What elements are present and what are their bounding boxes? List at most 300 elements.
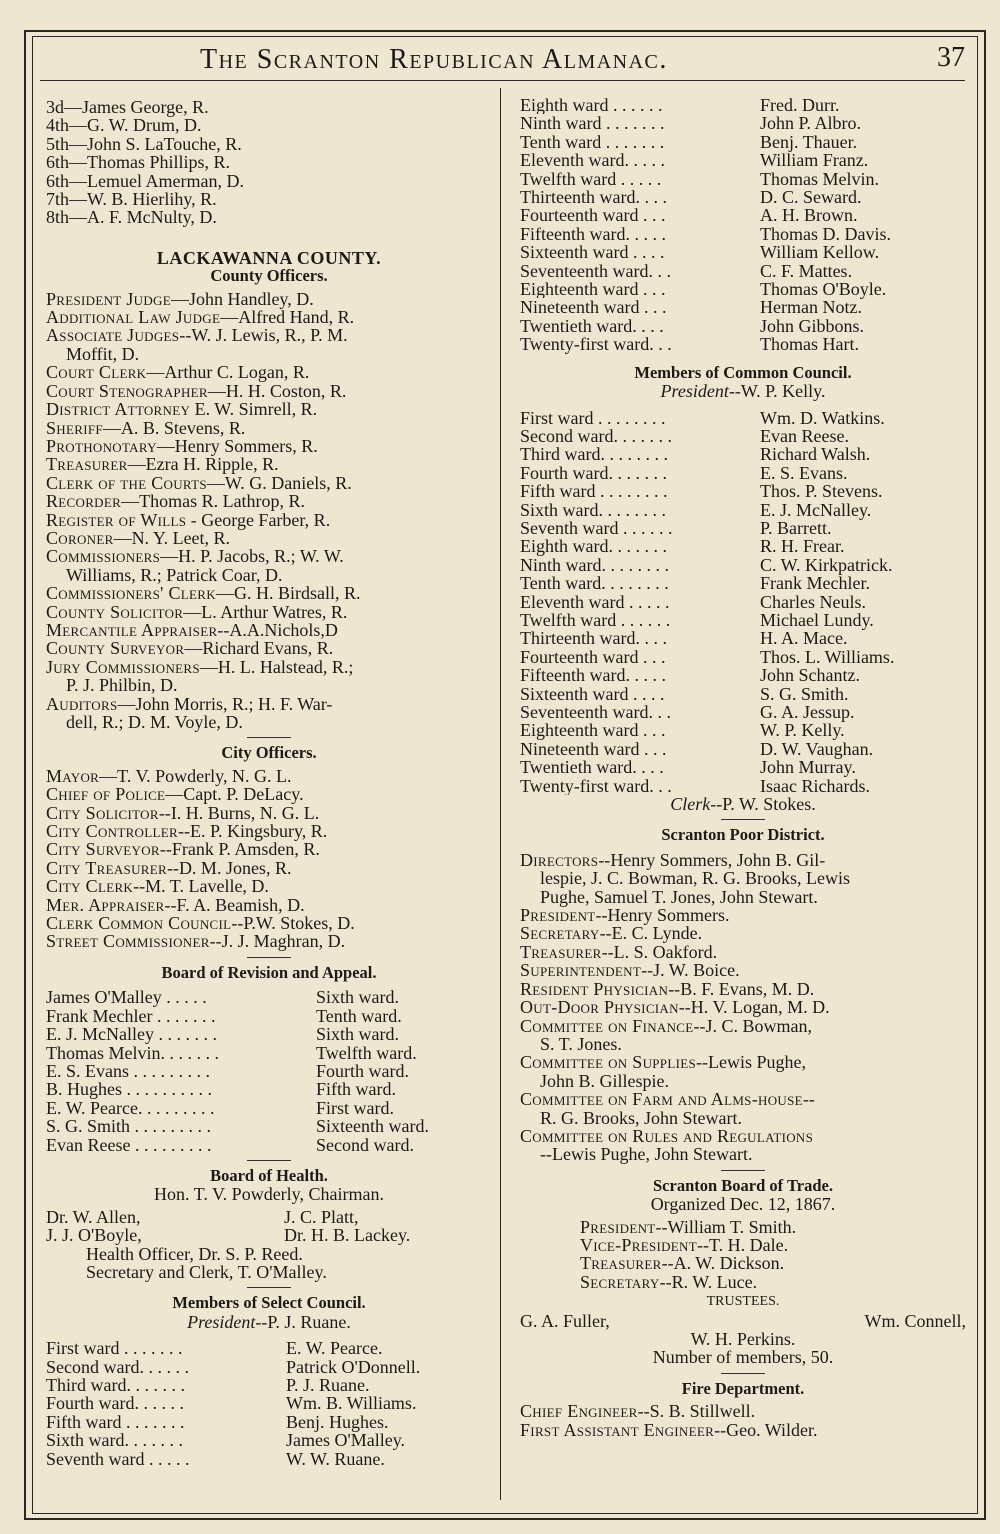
separator: -- — [655, 1216, 668, 1237]
officer-name: B. F. Evans, M. D. — [680, 978, 815, 999]
officer-entry — [46, 290, 492, 308]
office-title: Commissioners — [46, 546, 161, 567]
row-label: Fifth ward . . . . . . . — [46, 1412, 185, 1432]
row-label: Thomas Melvin. . . . . . . — [46, 1043, 219, 1062]
officer-entry — [46, 932, 492, 950]
row-label: First ward . . . . . . . . — [520, 408, 666, 427]
office-title: Treasurer — [520, 941, 602, 962]
separator: -- — [641, 960, 654, 981]
officer-name: J. W. Boice. — [653, 960, 740, 981]
office-title: Treasurer — [46, 454, 128, 475]
separator: — — [146, 362, 165, 383]
office-title: Chief Engineer — [520, 1401, 638, 1422]
officer-entry-cont: John B. Gillespie. — [540, 1070, 669, 1091]
table-row — [520, 629, 966, 647]
separator: — — [207, 380, 226, 401]
row-label: Third ward. . . . . . . — [46, 1376, 185, 1395]
revision-list — [46, 988, 492, 1154]
table-row — [520, 243, 966, 261]
row-value: Thomas Melvin. — [760, 168, 879, 189]
office-title: Secretary — [580, 1271, 660, 1292]
officer-name: E. C. Lynde. — [611, 923, 703, 944]
row-label: Fifth ward . . . . . . . . — [520, 482, 668, 501]
separator: — — [215, 583, 234, 604]
revision-heading: Board of Revision and Appeal. — [161, 962, 377, 982]
separator: — — [113, 527, 132, 548]
row-value: Tenth ward. — [316, 1005, 402, 1026]
row-label: Sixteenth ward . . . . — [520, 243, 665, 262]
office-title: Committee on Supplies — [520, 1052, 696, 1073]
table-row — [46, 1025, 492, 1043]
city-officers-heading: City Officers. — [221, 743, 317, 763]
separator: — — [117, 693, 136, 714]
row-label: Fourteenth ward . . . — [520, 206, 666, 225]
section-rule — [247, 737, 291, 738]
table-row — [520, 482, 966, 500]
table-row — [46, 1062, 492, 1080]
officer-entry — [520, 998, 966, 1016]
row-value: Frank Mechler. — [760, 573, 870, 594]
office-title: Prothonotary — [46, 435, 157, 456]
row-label: Nineteenth ward . . . — [520, 298, 667, 317]
officer-name: A.A.Nichols,D — [229, 619, 338, 640]
officer-name: T. H. Dale. — [708, 1234, 789, 1255]
office-title: Out-Door Physician — [520, 997, 679, 1018]
row-label: Second ward. . . . . . . — [520, 426, 672, 446]
row-label: Twenty-first ward. . . — [520, 776, 672, 796]
officer-entry — [46, 529, 492, 547]
section-rule — [721, 1373, 765, 1374]
office-title: County Surveyor — [46, 638, 185, 659]
row-value: Sixth ward. — [316, 1024, 399, 1045]
row-value: First ward. — [316, 1097, 394, 1118]
officer-entry — [46, 492, 492, 510]
row-label: Twentieth ward. . . . — [520, 316, 664, 336]
office-title: Clerk Common Council — [46, 913, 232, 934]
row-value: C. W. Kirkpatrick. — [760, 554, 893, 575]
officer-name: Alfred Hand, R. — [238, 307, 355, 328]
row-value: Benj. Thauer. — [760, 131, 858, 152]
row-label: S. G. Smith . . . . . . . . . — [46, 1117, 212, 1136]
row-value: D. C. Seward. — [760, 187, 862, 208]
table-row — [46, 1044, 492, 1062]
table-row — [46, 1099, 492, 1117]
office-title: Court Stenographer — [46, 380, 208, 401]
row-value: John Schantz. — [760, 665, 860, 686]
left-column — [46, 98, 492, 1468]
separator: -- — [595, 905, 608, 926]
row-value: E. J. McNalley. — [760, 499, 872, 520]
separator: — — [121, 491, 140, 512]
right-column — [520, 96, 966, 1439]
board-of-trade-heading: Scranton Board of Trade. — [653, 1175, 833, 1195]
separator: -- — [179, 325, 192, 346]
separator: -- — [802, 1089, 815, 1110]
row-label: James O'Malley . . . . . — [46, 988, 207, 1007]
row-value: William Franz. — [760, 150, 869, 171]
row-value: W. P. Kelly. — [760, 720, 845, 741]
table-row — [520, 225, 966, 243]
officer-entry-cont: Pughe, Samuel T. Jones, John Stewart. — [540, 886, 818, 907]
table-row — [46, 1413, 492, 1431]
officer-entry — [46, 695, 492, 713]
table-row — [520, 758, 966, 776]
officer-name: G. H. Birdsall, R. — [233, 583, 361, 604]
officer-name: Richard Evans, R. — [202, 638, 334, 659]
officer-entry-cont: R. G. Brooks, John Stewart. — [540, 1107, 742, 1128]
officer-entry — [46, 840, 492, 858]
row-value: Second ward. — [316, 1134, 414, 1155]
office-title: Resident Physician — [520, 978, 669, 999]
officer-name: A. B. Stevens, R. — [120, 417, 246, 438]
row-label: Eighteenth ward . . . — [520, 721, 666, 740]
row-value: Twelfth ward. — [316, 1042, 417, 1063]
officer-name: E. W. Simrell, R. — [194, 399, 318, 420]
table-row — [520, 777, 966, 795]
officer-entry — [520, 943, 966, 961]
office-title: Register of Wills — [46, 509, 187, 530]
table-row — [520, 133, 966, 151]
office-title: Chief of Police — [46, 784, 166, 805]
officer-entry — [46, 639, 492, 657]
row-value: Thos. L. Williams. — [760, 646, 895, 667]
row-label: Twenty-first ward. . . — [520, 335, 672, 354]
table-row — [46, 1450, 492, 1468]
separator: -- — [661, 1253, 674, 1274]
section-rule — [721, 819, 765, 820]
row-label: Tenth ward. . . . . . . . — [520, 574, 669, 593]
officer-name: H. L. Halstead, R.; — [217, 656, 354, 677]
row-value: Evan Reese. — [760, 425, 849, 446]
table-row — [520, 574, 966, 592]
office-title: Treasurer — [580, 1253, 662, 1274]
separator: -- — [164, 894, 177, 915]
officer-name: John Handley, D. — [188, 288, 314, 309]
officer-entry — [520, 1090, 966, 1108]
office-title: Secretary — [520, 923, 600, 944]
table-row — [520, 685, 966, 703]
officer-entry-cont: --Lewis Pughe, John Stewart. — [540, 1144, 753, 1165]
officer-entry — [46, 419, 492, 437]
separator: -- — [695, 1052, 708, 1073]
officer-entry — [46, 363, 492, 381]
officer-entry — [520, 924, 966, 942]
officer-entry — [520, 906, 966, 924]
separator: -- — [714, 1419, 727, 1440]
common-president: President--W. P. Kelly. — [660, 381, 826, 402]
separator: - — [186, 509, 202, 530]
health-officer: Health Officer, Dr. S. P. Reed. — [86, 1243, 303, 1264]
officer-name: F. A. Beamish, D. — [176, 894, 305, 915]
row-value: William Kellow. — [760, 242, 880, 263]
table-row — [520, 519, 966, 537]
ward-member-line: 8th—A. F. McNulty, D. — [46, 207, 217, 228]
office-title: Coroner — [46, 527, 114, 548]
office-title: City Surveyor — [46, 839, 160, 860]
separator: — — [156, 435, 175, 456]
separator: -- — [159, 839, 172, 860]
row-label: Ninth ward . . . . . . . — [520, 114, 665, 133]
row-label: Evan Reese . . . . . . . . . — [46, 1135, 212, 1154]
table-row — [46, 1376, 492, 1394]
board-of-trade-organized: Organized Dec. 12, 1867. — [650, 1194, 836, 1215]
officer-name: W. G. Daniels, R. — [224, 472, 352, 493]
officer-entry-cont: P. J. Philbin, D. — [66, 675, 178, 696]
select-council-heading: Members of Select Council. — [172, 1293, 366, 1313]
officer-entry — [46, 896, 492, 914]
office-title: Recorder — [46, 491, 122, 512]
officer-entry — [520, 1127, 966, 1145]
separator: — — [165, 784, 184, 805]
office-title: County Solicitor — [46, 601, 184, 622]
ward-member-line: 6th—Lemuel Amerman, D. — [46, 170, 244, 191]
row-label: Thirteenth ward. . . . — [520, 188, 667, 207]
office-title: Vice-President — [580, 1234, 697, 1255]
separator: — — [183, 601, 202, 622]
separator: -- — [599, 923, 612, 944]
office-title: Auditors — [46, 693, 118, 714]
office-title: District Attorney — [46, 399, 191, 420]
poor-district-list — [520, 851, 966, 1164]
officer-entry — [46, 474, 492, 492]
row-label: E. J. McNalley . . . . . . . — [46, 1025, 217, 1044]
page-number: 37 — [937, 42, 965, 73]
row-label: Eleventh ward . . . . . — [520, 592, 670, 611]
officer-name: Lewis Pughe, — [707, 1052, 806, 1073]
row-label: Frank Mechler . . . . . . . — [46, 1006, 216, 1026]
row-label: Third ward. . . . . . . . — [520, 445, 668, 464]
office-title: Commissioners' Clerk — [46, 583, 216, 604]
officer-name: Arthur C. Logan, R. — [164, 362, 310, 383]
separator: -- — [598, 849, 611, 870]
table-row — [520, 721, 966, 739]
officer-name: N. Y. Leet, R. — [131, 527, 231, 548]
officer-entry-cont: lespie, J. C. Bowman, R. G. Brooks, Lewis — [540, 868, 850, 889]
row-value: E. S. Evans. — [760, 462, 848, 483]
officer-entry — [46, 547, 492, 565]
office-title: Committee on Finance — [520, 1015, 694, 1036]
health-member-row — [46, 1226, 492, 1244]
table-row — [520, 666, 966, 684]
row-label: Second ward. . . . . . — [46, 1357, 189, 1376]
table-row — [520, 427, 966, 445]
row-value: S. G. Smith. — [760, 683, 849, 704]
separator: — — [206, 472, 225, 493]
office-title: City Solicitor — [46, 802, 159, 823]
officer-name: George Farber, R. — [201, 509, 331, 530]
officer-entry-cont: dell, R.; D. M. Voyle, D. — [66, 712, 243, 732]
ward-member-line: 3d—James George, R. — [46, 97, 209, 117]
section-rule — [247, 1287, 291, 1288]
office-title: Mercantile Appraiser — [46, 619, 218, 640]
office-title: Clerk of the Courts — [46, 472, 207, 493]
officer-name: H. P. Jacobs, R.; W. W. — [178, 546, 344, 567]
officer-name: Henry Sommers. — [607, 905, 730, 926]
health-heading: Board of Health. — [210, 1165, 328, 1185]
officer-name: Geo. Wilder. — [726, 1419, 818, 1440]
table-row — [520, 262, 966, 280]
select-council-list-cont — [520, 96, 966, 354]
health-chairman: Hon. T. V. Powderly, Chairman. — [154, 1184, 384, 1205]
office-title: Directors — [520, 849, 599, 870]
row-label: Fourth ward. . . . . . . — [520, 463, 667, 483]
separator: -- — [659, 1271, 672, 1292]
officer-entry — [46, 603, 492, 621]
row-value: G. A. Jessup. — [760, 702, 855, 722]
officer-name: P.W. Stokes, D. — [243, 913, 355, 934]
table-row — [46, 1358, 492, 1376]
ward-member-line: 5th—John S. LaTouche, R. — [46, 133, 242, 154]
row-label: Seventh ward . . . . . — [46, 1449, 190, 1469]
section-rule — [721, 1170, 765, 1171]
trustees-line-2: W. H. Perkins. — [690, 1329, 796, 1349]
row-value: Thomas O'Boyle. — [760, 279, 887, 300]
officer-entry — [46, 400, 492, 418]
column-divider — [500, 88, 501, 1500]
row-value: D. W. Vaughan. — [760, 738, 874, 759]
officer-entry — [46, 511, 492, 529]
row-value: E. W. Pearce. — [286, 1338, 383, 1359]
row-value: Benj. Hughes. — [286, 1411, 389, 1432]
row-label: Fourth ward. . . . . . — [46, 1394, 184, 1413]
officer-entry — [580, 1273, 966, 1291]
row-label: Twelfth ward . . . . . — [520, 169, 662, 189]
row-value: John P. Albro. — [760, 113, 862, 134]
table-row — [520, 501, 966, 519]
table-row — [520, 611, 966, 629]
office-title: President — [580, 1216, 656, 1237]
row-value: Charles Neuls. — [760, 591, 866, 612]
row-value: R. H. Frear. — [760, 536, 845, 557]
officer-entry — [520, 851, 966, 869]
office-title: Jury Commissioners — [46, 656, 200, 677]
table-row — [46, 988, 492, 1006]
table-row — [46, 1339, 492, 1357]
office-title: Associate Judges — [46, 325, 180, 346]
officer-entry — [46, 877, 492, 895]
table-row — [46, 1431, 492, 1449]
health-member: J. J. O'Boyle, — [46, 1226, 142, 1245]
separator: -- — [133, 876, 146, 897]
officer-name: Thomas R. Lathrop, R. — [139, 491, 306, 512]
officer-name: W. J. Lewis, R., P. M. — [191, 325, 348, 346]
officer-entry — [46, 382, 492, 400]
officer-entry — [46, 785, 492, 803]
office-title: Mer. Appraiser — [46, 894, 165, 915]
table-row — [520, 206, 966, 224]
office-title: First Assistant Engineer — [520, 1419, 715, 1440]
select-president: President--P. J. Ruane. — [187, 1311, 351, 1332]
city-officers-list — [46, 767, 492, 951]
section-rule — [247, 1160, 291, 1161]
row-label: Seventeenth ward. . . — [520, 703, 671, 722]
office-title: Street Commissioner — [46, 931, 210, 952]
separator: -- — [231, 913, 244, 934]
officer-entry — [520, 980, 966, 998]
officer-entry — [580, 1254, 966, 1272]
row-value: John Gibbons. — [760, 315, 865, 336]
separator: — — [160, 546, 179, 567]
row-value: Fred. Durr. — [760, 95, 840, 115]
row-value: C. F. Mattes. — [760, 260, 853, 281]
separator: -- — [693, 1015, 706, 1036]
officer-name: A. W. Dickson. — [673, 1253, 785, 1274]
office-title: Court Clerk — [46, 362, 147, 383]
officer-name: Henry Sommers, John B. Gil- — [610, 849, 826, 870]
row-value: Michael Lundy. — [760, 609, 874, 630]
separator: — — [170, 288, 189, 309]
office-title: City Controller — [46, 821, 178, 842]
row-value: Sixteenth ward. — [316, 1116, 429, 1137]
health-member: Dr. W. Allen, — [46, 1207, 141, 1227]
row-value: Patrick O'Donnell. — [286, 1356, 421, 1377]
separator: -- — [678, 997, 691, 1018]
officer-entry — [46, 859, 492, 877]
row-value: Thomas D. Davis. — [760, 223, 891, 244]
separator: — — [102, 417, 121, 438]
board-of-trade-officers — [520, 1218, 966, 1292]
officer-entry — [46, 308, 492, 326]
row-label: Thirteenth ward. . . . — [520, 629, 667, 648]
separator: -- — [601, 941, 614, 962]
row-label: Sixth ward. . . . . . . . — [520, 500, 666, 519]
table-row — [520, 280, 966, 298]
separator: -- — [668, 978, 681, 999]
officer-name: I. H. Burns, N. G. L. — [170, 802, 320, 823]
separator: — — [199, 656, 218, 677]
separator: -- — [166, 857, 179, 878]
row-value: H. A. Mace. — [760, 628, 848, 649]
row-value: Isaac Richards. — [760, 775, 870, 796]
page-title: The Scranton Republican Almanac. — [200, 44, 668, 75]
table-row — [520, 317, 966, 335]
health-member: J. C. Platt, — [284, 1206, 359, 1227]
ward-list-top — [46, 98, 492, 227]
row-label: Fourteenth ward . . . — [520, 647, 666, 667]
ward-member-line: 7th—W. B. Hierlihy, R. — [46, 189, 217, 210]
officer-name: D. M. Jones, R. — [178, 857, 292, 878]
office-title: City Clerk — [46, 876, 134, 897]
officer-name: William T. Smith. — [667, 1216, 797, 1237]
officer-entry-cont: Williams, R.; Patrick Coar, D. — [66, 564, 283, 585]
row-label: Fifteenth ward. . . . . — [520, 666, 666, 685]
row-value: Wm. B. Williams. — [286, 1393, 417, 1414]
row-value: Richard Walsh. — [760, 444, 871, 465]
office-title: Additional Law Judge — [46, 307, 221, 328]
office-title: Mayor — [46, 765, 100, 786]
county-officers-heading: County Officers. — [210, 266, 328, 286]
separator: -- — [637, 1401, 650, 1422]
county-officers-list — [46, 290, 492, 732]
row-value: John Murray. — [760, 757, 856, 778]
separator: — — [184, 638, 203, 659]
table-row — [520, 298, 966, 316]
table-row — [520, 170, 966, 188]
officer-entry — [46, 326, 492, 344]
officer-name: J. C. Bowman, — [705, 1015, 813, 1036]
officer-entry — [520, 1017, 966, 1035]
officer-name: Frank P. Amsden, R. — [171, 839, 320, 860]
officer-name: Capt. P. DeLacy. — [183, 784, 304, 805]
office-title: President — [520, 905, 596, 926]
table-row — [46, 1117, 492, 1135]
separator: -- — [696, 1234, 709, 1255]
officer-entry — [520, 1053, 966, 1071]
row-value: Fourth ward. — [316, 1060, 409, 1081]
officer-name: S. B. Stillwell. — [649, 1401, 756, 1422]
separator: — — [127, 454, 146, 475]
table-row — [520, 114, 966, 132]
